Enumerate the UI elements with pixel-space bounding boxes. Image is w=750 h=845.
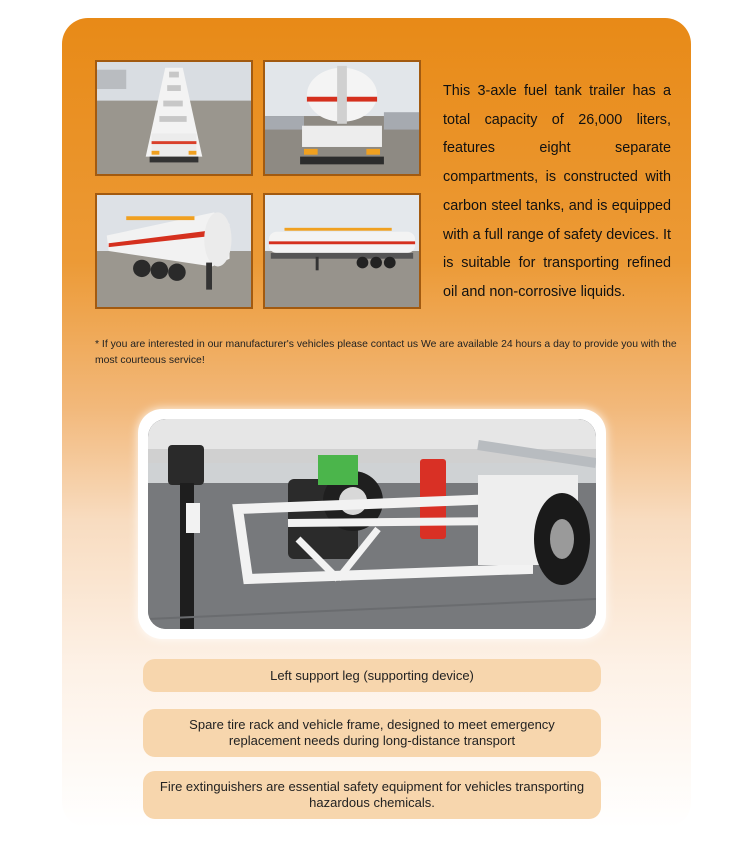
trailer-rear-top-photo [95,60,253,176]
caption-support-leg: Left support leg (supporting device) [143,659,601,692]
caption-fire-extinguisher: Fire extinguishers are essential safety equipment for vehicles transporting hazardous chemicals. [143,771,601,819]
product-description: This 3-axle fuel tank trailer has a total capacity of 26,000 liters, features eight separate compartments, is constructed with carbon steel tanks, and is equipped with a full range of safety devices. It is suitable for transporting refined oil and non-corrosive liquids. [443,83,671,300]
support-leg-spare-tire-photo [148,419,596,629]
trailer-rear-photo [263,60,421,176]
caption-spare-tire-rack: Spare tire rack and vehicle frame, designed to meet emergency replacement needs during long-distance transport [143,709,601,757]
trailer-side-angle-photo [95,193,253,309]
trailer-side-photo [263,193,421,309]
contact-note: * If you are interested in our manufacturer's vehicles please contact us We are available 24 hours a day to provide you with the most courteous service! [95,339,677,366]
detail-photo-frame [138,409,606,639]
